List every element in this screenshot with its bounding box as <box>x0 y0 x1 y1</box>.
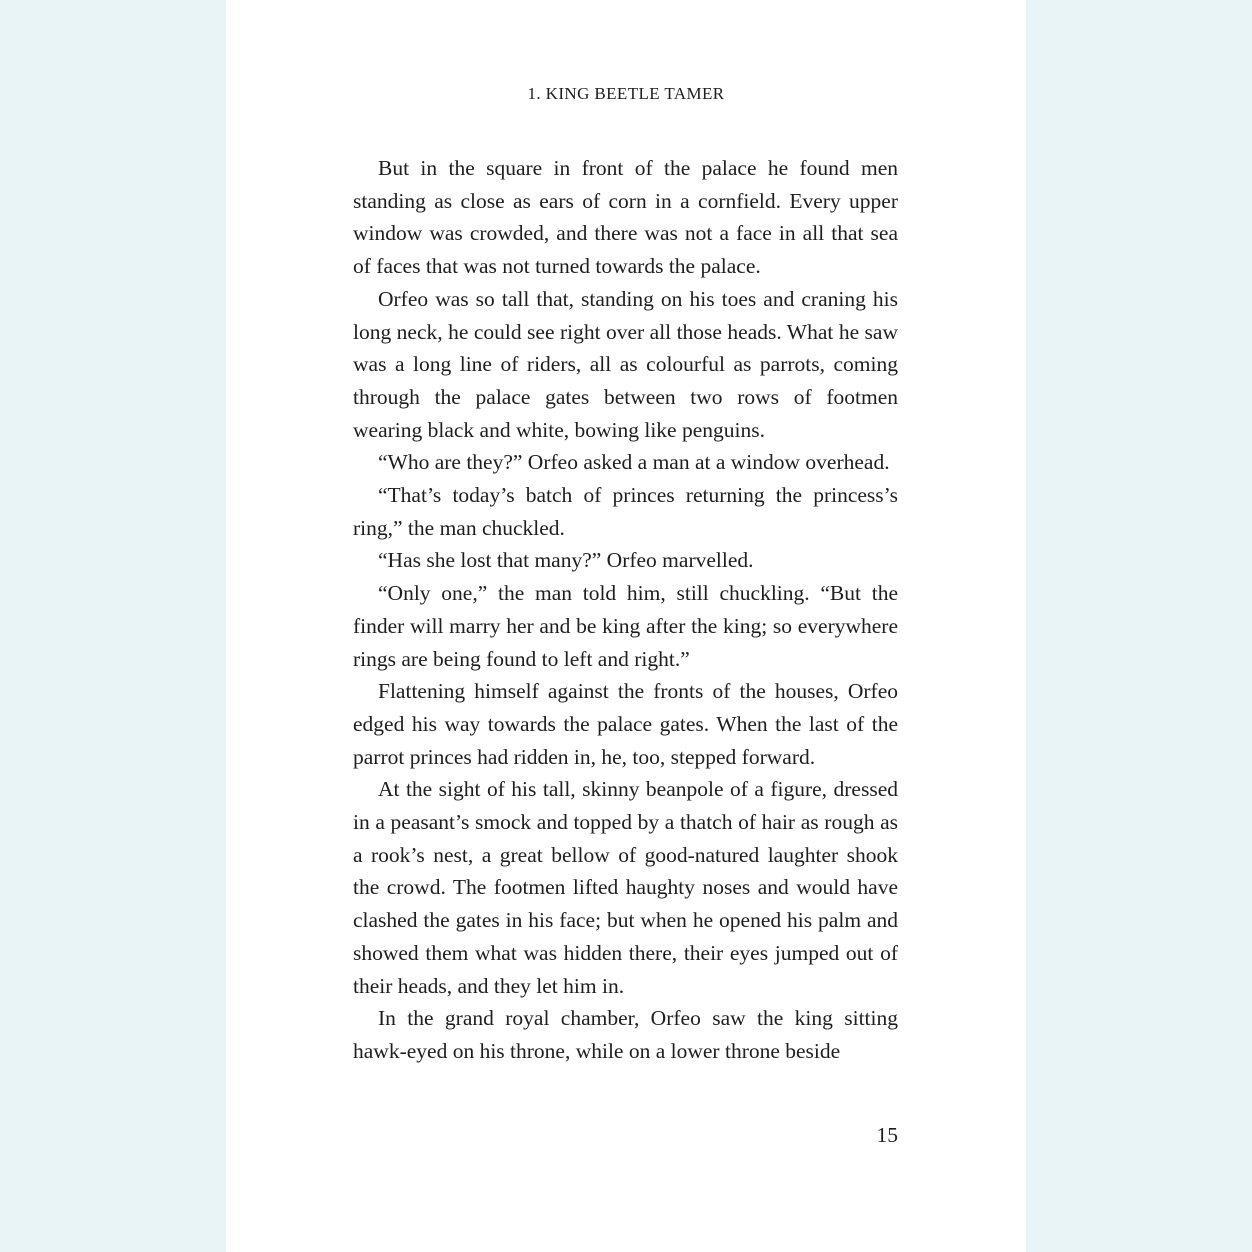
paragraph: At the sight of his tall, skinny beanpole of a figure, dressed in a peasant’s smock and topped by a thatch of hair as rough as a rook’s nest, a great bellow of good-natured laughter shook the crowd. The footmen lifted haughty noses and would have clashed the gates in his face; but when he opened his palm and showed them what was hidden there, their eyes jumped out of their heads, and they let him in. <box>353 777 898 998</box>
paragraph: “Who are they?” Orfeo asked a man at a window overhead. <box>378 450 890 475</box>
paragraph: Orfeo was so tall that, standing on his toes and craning his long neck, he could see right over all those heads. What he saw was a long line of riders, all as colourful as parrots, coming through the palace gates between two rows of footmen wearing black and white, bowing like penguins. <box>353 286 898 442</box>
paragraph: “Has she lost that many?” Orfeo marvelled. <box>378 548 754 573</box>
body-text <box>353 152 898 1068</box>
paragraph: “Only one,” the man told him, still chuckling. “But the finder will marry her and be king after the king; so everywhere rings are being found to left and right.” <box>353 581 898 671</box>
page-number: 15 <box>876 1123 898 1147</box>
paragraph: But in the square in front of the palace he found men standing as close as ears of corn in a cornfield. Every upper window was crowded, and there was not a face in all that sea of faces that was not turned towards the palace. <box>353 156 898 279</box>
running-head: 1. KING BEETLE TAMER <box>527 84 725 103</box>
book-page <box>226 0 1026 1252</box>
paragraph: In the grand royal chamber, Orfeo saw the king sitting hawk-eyed on his throne, while on a lower throne beside <box>353 1006 898 1063</box>
paragraph: “That’s today’s batch of princes returning the princess’s ring,” the man chuckled. <box>353 483 898 540</box>
paragraph: Flattening himself against the fronts of the houses, Orfeo edged his way towards the palace gates. When the last of the parrot princes had ridden in, he, too, stepped forward. <box>353 679 898 769</box>
